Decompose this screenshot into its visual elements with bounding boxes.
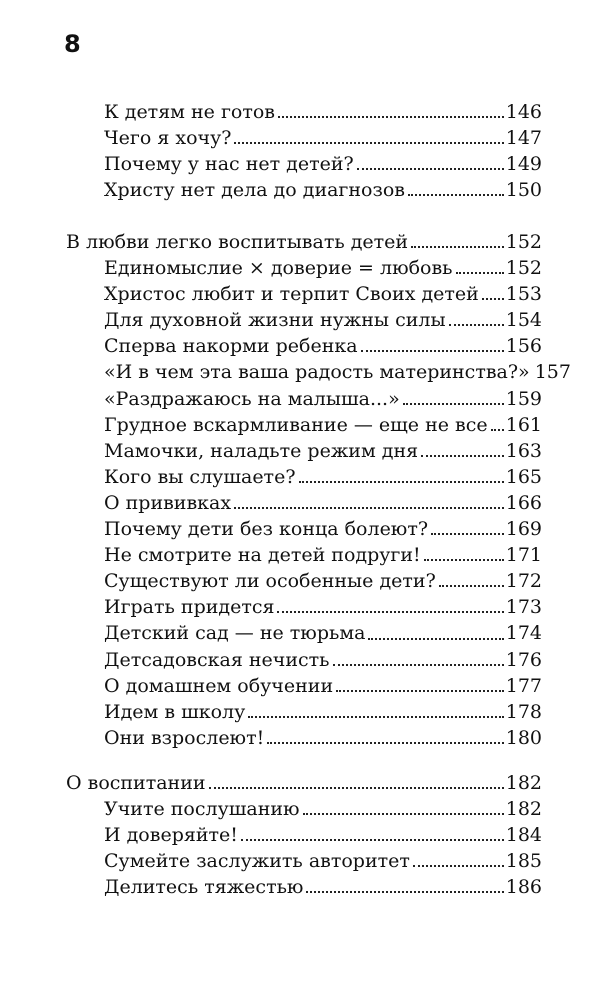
toc-heading-title: В любви легко воспитывать детей xyxy=(66,231,409,253)
toc-entry-title: Почему у нас нет детей? xyxy=(104,153,354,176)
dot-leader xyxy=(306,891,503,893)
toc-entry xyxy=(104,307,542,333)
toc-entry-page: 186 xyxy=(505,876,542,899)
dot-leader xyxy=(403,403,504,405)
toc-entry-page: 171 xyxy=(505,544,542,567)
toc-entry-page: 159 xyxy=(505,387,542,410)
toc-entry-title: Для духовной жизни нужны силы xyxy=(104,309,446,332)
dot-leader xyxy=(411,246,504,248)
toc-entry xyxy=(104,490,542,516)
toc-entry-title: Существуют ли особенные дети? xyxy=(104,570,436,593)
dot-leader xyxy=(209,787,504,789)
toc-entry-title: Сперва накорми ребенка xyxy=(104,335,358,358)
toc-entry-title: Чего я хочу? xyxy=(104,127,232,150)
toc-section-2 xyxy=(0,229,603,751)
toc-entry-page: 146 xyxy=(505,101,542,123)
toc-entry-page: 165 xyxy=(505,465,542,488)
toc-entry-title: Грудное вскармливание — еще не все xyxy=(104,413,488,436)
toc-entry xyxy=(104,177,542,203)
toc-entry xyxy=(104,412,542,438)
toc-entry-title: Мамочки, наладьте режим дня xyxy=(104,439,419,462)
toc-entry-page: 178 xyxy=(505,700,542,723)
toc-entry-title: О прививках xyxy=(104,491,232,514)
toc-entry-page: 154 xyxy=(505,309,542,332)
toc-entry-page: 173 xyxy=(505,596,542,619)
toc-entry-title: Детский сад — не тюрьма xyxy=(104,622,366,645)
toc-entry-page: 161 xyxy=(505,413,542,436)
toc-entry-page: 157 xyxy=(534,361,571,384)
toc-entry-page: 185 xyxy=(505,850,542,873)
toc-entry-page: 169 xyxy=(505,518,542,541)
toc-entry xyxy=(104,125,542,151)
dot-leader xyxy=(333,664,504,666)
toc-entry xyxy=(104,464,542,490)
toc-entry xyxy=(104,386,542,412)
toc-entry xyxy=(104,542,542,568)
toc-entry-page: 174 xyxy=(505,622,542,645)
toc-entry-title: Христу нет дела до диагнозов xyxy=(104,179,405,202)
dot-leader xyxy=(234,142,503,144)
toc-entry-page: 150 xyxy=(505,179,542,202)
dot-leader xyxy=(482,298,504,300)
toc-entry-title: Единомыслие × доверие = любовь xyxy=(104,257,453,280)
toc-entry-title: Сумейте заслужить авторитет xyxy=(104,850,410,873)
toc-entry-title: Идем в школу xyxy=(104,700,246,723)
dot-leader xyxy=(439,585,504,587)
page-number: 8 xyxy=(64,30,81,58)
toc-entry-page: 166 xyxy=(505,491,542,514)
dot-leader xyxy=(234,507,504,509)
toc-entry xyxy=(104,874,542,900)
toc-entry-title: Делитесь тяжестью xyxy=(104,876,304,899)
toc-entry xyxy=(104,822,542,848)
dot-leader xyxy=(357,168,504,170)
toc-entry-page: 163 xyxy=(505,439,542,462)
toc-entry xyxy=(104,516,542,542)
dot-leader xyxy=(303,813,504,815)
dot-leader xyxy=(241,839,504,841)
toc-entry-title: К детям не готов xyxy=(104,101,275,123)
toc-entry xyxy=(104,438,542,464)
dot-leader xyxy=(449,324,504,326)
dot-leader xyxy=(456,272,504,274)
toc-entry-title: «И в чем эта ваша радость материнства?» xyxy=(104,361,530,384)
toc-entry xyxy=(104,281,542,307)
toc-entry xyxy=(104,725,542,751)
toc-entry-page: 184 xyxy=(505,824,542,847)
toc-entry-page: 172 xyxy=(505,570,542,593)
toc-entry-page: 176 xyxy=(505,648,542,671)
toc-section-heading xyxy=(66,229,542,255)
toc-entry-title: Кого вы слушаете? xyxy=(104,465,296,488)
toc-entry xyxy=(104,333,542,359)
toc-entry xyxy=(104,673,542,699)
dot-leader xyxy=(299,481,504,483)
dot-leader xyxy=(248,716,503,718)
toc-entry-page: 149 xyxy=(505,153,542,176)
toc-entry-title: Они взрослеют! xyxy=(104,726,265,749)
dot-leader xyxy=(424,559,504,561)
toc-entry xyxy=(104,594,542,620)
toc-entry xyxy=(104,796,542,822)
dot-leader xyxy=(413,865,504,867)
toc-entry xyxy=(104,848,542,874)
toc-entry-page: 147 xyxy=(505,127,542,150)
dot-leader xyxy=(491,429,504,431)
toc-entry xyxy=(104,620,542,646)
toc-entry-title: Детсадовская нечисть xyxy=(104,648,330,671)
toc-entry-title: И доверяйте! xyxy=(104,824,238,847)
toc-entry-page: 182 xyxy=(505,798,542,821)
toc-entry-title: Учите послушанию xyxy=(104,798,300,821)
toc-entry-page: 156 xyxy=(505,335,542,358)
dot-leader xyxy=(267,742,503,744)
toc-entry-title: Играть придется xyxy=(104,596,275,619)
dot-leader xyxy=(278,116,504,118)
toc-entry-title: О домашнем обучении xyxy=(104,674,334,697)
dot-leader xyxy=(408,194,504,196)
toc-section-3 xyxy=(0,770,603,900)
toc-entry-page: 177 xyxy=(505,674,542,697)
toc-section-1 xyxy=(0,99,603,203)
dot-leader xyxy=(368,638,503,640)
toc-entry xyxy=(104,647,542,673)
toc-entry xyxy=(104,255,542,281)
dot-leader xyxy=(336,690,504,692)
toc-entry-page: 153 xyxy=(505,283,542,306)
toc-section-heading xyxy=(66,770,542,796)
toc-entry-title: «Раздражаюсь на малыша...» xyxy=(104,387,400,410)
toc-heading-page: 152 xyxy=(505,231,542,253)
toc-entry xyxy=(104,359,571,385)
toc-entry xyxy=(104,151,542,177)
toc-entry-page: 180 xyxy=(505,726,542,749)
dot-leader xyxy=(361,350,504,352)
toc-entry xyxy=(104,699,542,725)
toc-entry-page: 152 xyxy=(505,257,542,280)
toc-entry-title: Христос любит и терпит Своих детей xyxy=(104,283,479,306)
toc-entry xyxy=(104,568,542,594)
toc-entry-title: Не смотрите на детей подруги! xyxy=(104,544,421,567)
dot-leader xyxy=(277,611,503,613)
toc-heading-page: 182 xyxy=(505,772,542,794)
toc-entry xyxy=(104,99,542,125)
toc-heading-title: О воспитании xyxy=(66,772,206,794)
dot-leader xyxy=(431,533,504,535)
toc-entry-title: Почему дети без конца болеют? xyxy=(104,518,429,541)
dot-leader xyxy=(421,455,504,457)
